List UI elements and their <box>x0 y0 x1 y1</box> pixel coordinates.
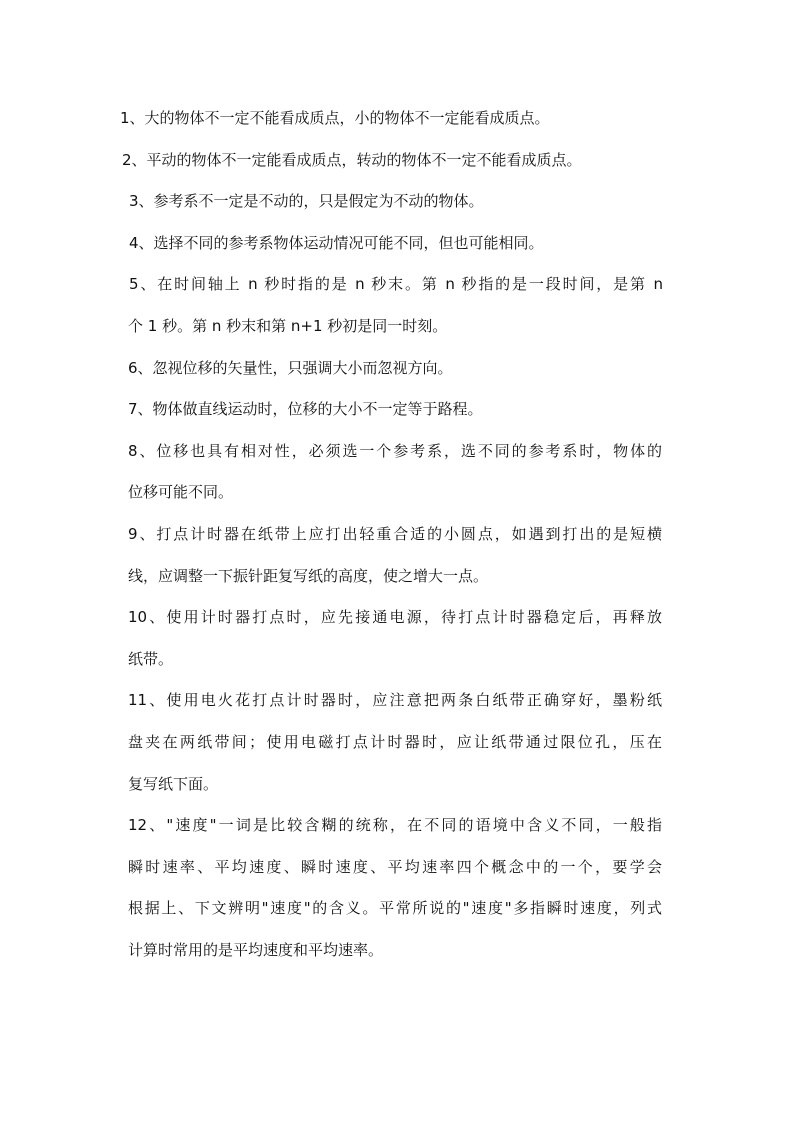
paragraph-4: 4、选择不同的参考系物体运动情况可能不同，但也可能相同。 <box>129 233 544 252</box>
paragraph-2: 2、平动的物体不一定能看成质点，转动的物体不一定不能看成质点。 <box>122 150 582 169</box>
paragraph-9-line-2: 线，应调整一下振针距复写纸的高度，使之增大一点。 <box>128 566 489 585</box>
paragraph-5-line-2: 个 1 秒。第 n 秒末和第 n+1 秒初是同一时刻。 <box>128 316 448 335</box>
paragraph-12-line-3: 根据上、下文辨明"速度"的含义。平常所说的"速度"多指瞬时速度，列式 <box>128 899 662 918</box>
paragraph-12-line-4: 计算时常用的是平均速度和平均速率。 <box>128 940 384 959</box>
paragraph-11-line-2: 盘夹在两纸带间；使用电磁打点计时器时，应让纸带通过限位孔，压在 <box>128 732 662 751</box>
paragraph-7: 7、物体做直线运动时，位移的大小不一定等于路程。 <box>128 400 483 419</box>
paragraph-6: 6、忽视位移的矢量性，只强调大小而忽视方向。 <box>128 358 453 377</box>
paragraph-8-line-2: 位移可能不同。 <box>128 483 234 502</box>
paragraph-11-line-3: 复写纸下面。 <box>128 774 219 793</box>
paragraph-11-line-1: 11、使用电火花打点计时器时，应注意把两条白纸带正确穿好，墨粉纸 <box>128 691 662 710</box>
paragraph-1: 1、大的物体不一定不能看成质点，小的物体不一定能看成质点。 <box>120 109 550 127</box>
paragraph-12-line-1: 12、"速度"一词是比较含糊的统称，在不同的语境中含义不同，一般指 <box>128 816 662 835</box>
document-body <box>0 98 794 971</box>
paragraph-12-line-2: 瞬时速率、平均速度、瞬时速度、平均速率四个概念中的一个，要学会 <box>128 857 662 876</box>
paragraph-10-line-2: 纸带。 <box>128 649 174 668</box>
paragraph-8-line-1: 8、位移也具有相对性，必须选一个参考系，选不同的参考系时，物体的 <box>128 441 662 460</box>
paragraph-5-line-1: 5、在时间轴上 n 秒时指的是 n 秒末。第 n 秒指的是一段时间，是第 n <box>129 275 663 294</box>
paragraph-9-line-1: 9、打点计时器在纸带上应打出轻重合适的小圆点，如遇到打出的是短横 <box>128 524 662 543</box>
paragraph-10-line-1: 10、使用计时器打点时，应先接通电源，待打点计时器稳定后，再释放 <box>128 608 662 627</box>
paragraph-3: 3、参考系不一定是不动的，只是假定为不动的物体。 <box>129 192 484 211</box>
